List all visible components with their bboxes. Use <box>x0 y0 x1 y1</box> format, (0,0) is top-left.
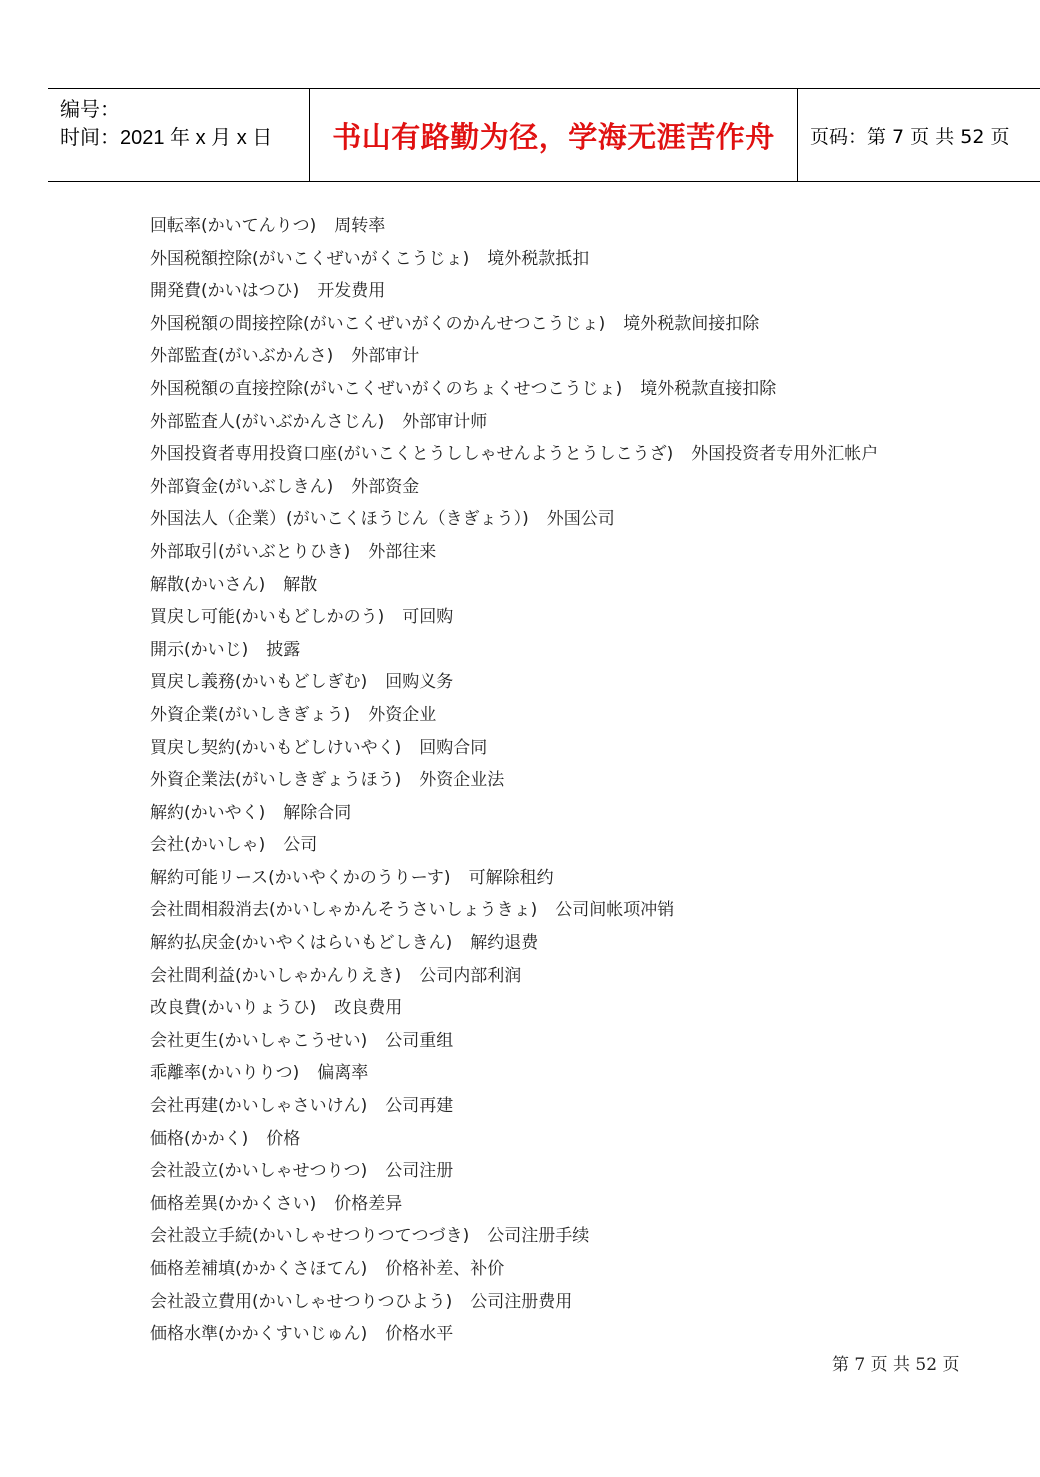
glossary-entry <box>150 1123 1010 1156</box>
entry-japanese-term: 会社再建(かいしゃさいけん) <box>150 1096 368 1117</box>
entry-chinese-term: 外部资金 <box>351 476 420 497</box>
entry-japanese-term: 会社間相殺消去(かいしゃかんそうさいしょうきょ) <box>150 900 538 921</box>
entry-chinese-term: 公司内部利润 <box>419 965 522 986</box>
entry-chinese-term: 开发费用 <box>317 281 386 302</box>
entry-chinese-term: 外资企业 <box>368 704 437 725</box>
glossary-entry <box>150 373 1010 406</box>
entry-chinese-term: 可回购 <box>402 607 454 628</box>
glossary-entry <box>150 308 1010 341</box>
entry-chinese-term: 外国投资者专用外汇帐户 <box>691 444 879 465</box>
entry-japanese-term: 外資企業法(がいしきぎょうほう) <box>150 770 402 791</box>
entry-japanese-term: 解約払戻金(かいやくはらいもどしきん) <box>150 933 453 954</box>
entry-chinese-term: 解除合同 <box>283 802 352 823</box>
glossary-entry <box>150 829 1010 862</box>
glossary-entry <box>150 471 1010 504</box>
entry-japanese-term: 価格水準(かかくすいじゅん) <box>150 1324 368 1345</box>
glossary-entry <box>150 1318 1010 1351</box>
glossary-entry <box>150 862 1010 895</box>
glossary-entry <box>150 438 1010 471</box>
entry-chinese-term: 周转率 <box>334 216 386 236</box>
document-number-label: 编号： <box>60 99 120 121</box>
glossary-entry <box>150 340 1010 373</box>
glossary-entry <box>150 601 1010 634</box>
entry-japanese-term: 外部監査(がいぶかんさ) <box>150 346 334 367</box>
entry-chinese-term: 境外税款抵扣 <box>487 248 590 269</box>
glossary-entry <box>150 927 1010 960</box>
glossary-entry <box>150 894 1010 927</box>
entry-chinese-term: 披露 <box>266 639 301 660</box>
glossary-entry <box>150 1286 1010 1319</box>
entry-japanese-term: 会社更生(かいしゃこうせい) <box>150 1030 368 1051</box>
entry-japanese-term: 会社(かいしゃ) <box>150 835 266 856</box>
entry-japanese-term: 回転率(かいてんりつ) <box>150 216 317 236</box>
entry-japanese-term: 開発費(かいはつひ) <box>150 281 300 302</box>
entry-chinese-term: 改良费用 <box>334 998 403 1019</box>
entry-japanese-term: 買戻し契約(かいもどしけいやく) <box>150 737 402 758</box>
entry-japanese-term: 買戻し義務(かいもどしぎむ) <box>150 672 368 693</box>
entry-japanese-term: 外国税額の直接控除(がいこくぜいがくのちょくせつこうじょ) <box>150 378 623 399</box>
glossary-entry <box>150 1057 1010 1090</box>
header-page-info: 页码：第 7 页 共 52 页 <box>810 125 1010 148</box>
entry-chinese-term: 价格水平 <box>385 1324 454 1345</box>
entry-japanese-term: 開示(かいじ) <box>150 639 249 660</box>
entry-chinese-term: 价格差异 <box>334 1193 403 1214</box>
entry-japanese-term: 価格差補填(かかくさほてん) <box>150 1259 368 1279</box>
entry-japanese-term: 外部資金(がいぶしきん) <box>150 476 334 497</box>
entry-japanese-term: 外国投資者専用投資口座(がいこくとうししゃせんようとうしこうざ) <box>150 444 674 465</box>
glossary-entry <box>150 699 1010 732</box>
entry-chinese-term: 公司再建 <box>385 1096 454 1117</box>
entry-japanese-term: 買戻し可能(かいもどしかのう) <box>150 607 385 628</box>
entry-chinese-term: 公司间帐项冲销 <box>555 900 675 921</box>
glossary-entry <box>150 732 1010 765</box>
entry-chinese-term: 可解除租约 <box>468 867 554 888</box>
glossary-entry <box>150 210 1010 243</box>
header-meta <box>48 89 310 181</box>
entry-japanese-term: 外国税額の間接控除(がいこくぜいがくのかんせつこうじょ) <box>150 313 606 334</box>
glossary-entry <box>150 992 1010 1025</box>
page-footer: 第 7 页 共 52 页 <box>832 1355 960 1375</box>
entry-chinese-term: 公司 <box>283 835 318 856</box>
glossary-entry <box>150 406 1010 439</box>
entry-chinese-term: 公司注册手续 <box>487 1226 590 1247</box>
entry-chinese-term: 外部审计师 <box>402 411 488 432</box>
glossary-entry <box>150 503 1010 536</box>
entry-chinese-term: 公司注册费用 <box>470 1291 573 1312</box>
glossary-entry <box>150 1025 1010 1058</box>
entry-japanese-term: 外資企業(がいしきぎょう) <box>150 704 351 725</box>
entry-chinese-term: 价格 <box>266 1128 301 1149</box>
entry-japanese-term: 外部取引(がいぶとりひき) <box>150 541 351 562</box>
entry-chinese-term: 公司重组 <box>385 1030 454 1051</box>
glossary-entry <box>150 1188 1010 1221</box>
entry-chinese-term: 解散 <box>283 574 318 595</box>
header-motto: 书山有路勤为径，学海无涯苦作舟 <box>310 89 798 181</box>
glossary-entry <box>150 1253 1010 1286</box>
glossary-entry <box>150 960 1010 993</box>
entry-chinese-term: 外国公司 <box>546 509 615 530</box>
entry-chinese-term: 外部审计 <box>351 346 420 367</box>
entry-japanese-term: 解散(かいさん) <box>150 574 266 595</box>
entry-japanese-term: 会社設立(かいしゃせつりつ) <box>150 1161 368 1182</box>
glossary-entry <box>150 1090 1010 1123</box>
entry-japanese-term: 外国税額控除(がいこくぜいがくこうじょ) <box>150 248 470 269</box>
entry-chinese-term: 外资企业法 <box>419 770 505 791</box>
glossary-list <box>150 210 1010 1351</box>
page-header <box>48 88 1040 182</box>
entry-japanese-term: 乖離率(かいりりつ) <box>150 1063 300 1084</box>
entry-japanese-term: 価格差異(かかくさい) <box>150 1193 317 1214</box>
entry-japanese-term: 改良費(かいりょうひ) <box>150 998 317 1019</box>
glossary-entry <box>150 569 1010 602</box>
entry-japanese-term: 解約可能リース(かいやくかのうりーす) <box>150 867 451 888</box>
glossary-entry <box>150 764 1010 797</box>
entry-chinese-term: 价格补差、补价 <box>385 1259 505 1279</box>
entry-chinese-term: 境外税款间接扣除 <box>623 313 760 334</box>
glossary-entry <box>150 243 1010 276</box>
entry-chinese-term: 偏离率 <box>317 1063 369 1084</box>
entry-japanese-term: 外国法人（企業）(がいこくほうじん（きぎょう）) <box>150 509 529 530</box>
entry-japanese-term: 会社間利益(かいしゃかんりえき) <box>150 965 402 986</box>
document-time-label: 时间：2021 年 x 月 x 日 <box>60 127 273 149</box>
glossary-entry <box>150 797 1010 830</box>
glossary-entry <box>150 1155 1010 1188</box>
entry-chinese-term: 外部往来 <box>368 541 437 562</box>
entry-chinese-term: 公司注册 <box>385 1161 454 1182</box>
entry-chinese-term: 境外税款直接扣除 <box>640 378 777 399</box>
glossary-entry <box>150 634 1010 667</box>
glossary-entry <box>150 666 1010 699</box>
entry-japanese-term: 会社設立費用(かいしゃせつりつひよう) <box>150 1291 453 1312</box>
entry-chinese-term: 回购合同 <box>419 737 488 758</box>
entry-japanese-term: 価格(かかく) <box>150 1128 249 1149</box>
entry-chinese-term: 回购义务 <box>385 672 454 693</box>
entry-japanese-term: 会社設立手続(かいしゃせつりつてつづき) <box>150 1226 470 1247</box>
entry-japanese-term: 解約(かいやく) <box>150 802 266 823</box>
entry-japanese-term: 外部監査人(がいぶかんさじん) <box>150 411 385 432</box>
entry-chinese-term: 解约退费 <box>470 933 539 954</box>
glossary-entry <box>150 536 1010 569</box>
glossary-entry <box>150 1220 1010 1253</box>
glossary-entry <box>150 275 1010 308</box>
